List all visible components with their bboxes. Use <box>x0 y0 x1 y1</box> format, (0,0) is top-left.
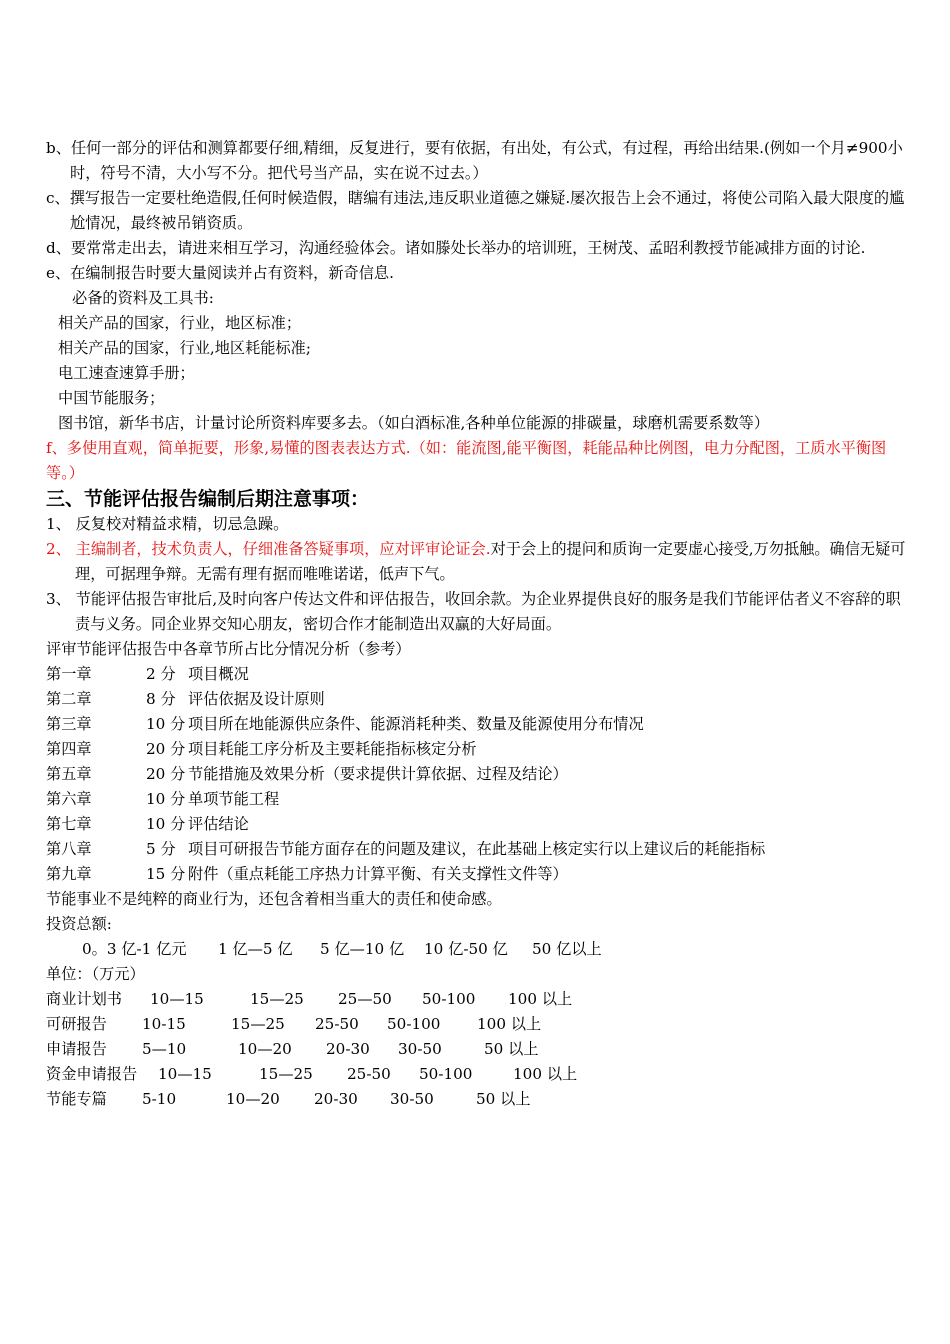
post-item-2 <box>46 537 908 587</box>
fee-table <box>46 987 908 1112</box>
fee-value: 25-50 <box>315 1015 359 1033</box>
fee-row <box>46 987 908 1012</box>
post-item-1: 1、 反复校对精益求精，切忌急躁。 <box>46 515 289 533</box>
chapter-score: 15 分 <box>146 865 186 883</box>
fee-value: 10-15 <box>142 1015 186 1033</box>
fee-value: 10—20 <box>238 1040 292 1058</box>
section-3-heading: 三、节能评估报告编制后期注意事项： <box>46 488 370 510</box>
fee-value: 30-50 <box>398 1040 442 1058</box>
chapter-name: 第七章 <box>46 815 92 833</box>
fee-value: 15—25 <box>259 1065 313 1083</box>
post-item-3: 3、 节能评估报告审批后,及时向客户传达文件和评估报告，收回余款。为企业界提供良好的服务是我们节能评估者义不容辞的职责与义务。同企业界交知心朋友，密切合作才能制造出双赢的大好局面。 <box>46 590 901 633</box>
fee-value: 50-100 <box>419 1065 473 1083</box>
fee-value: 50 以上 <box>484 1040 539 1058</box>
chapter-row <box>46 812 908 837</box>
chapter-content: 附件（重点耗能工序热力计算平衡、有关支撑性文件等） <box>188 865 568 883</box>
fee-value: 15—25 <box>250 990 304 1008</box>
fee-row-name: 申请报告 <box>46 1040 107 1058</box>
fee-row <box>46 1012 908 1037</box>
chapter-row <box>46 737 908 762</box>
chapter-name: 第五章 <box>46 765 92 783</box>
fee-value: 10—15 <box>150 990 204 1008</box>
score-table <box>46 662 908 887</box>
fee-row <box>46 1037 908 1062</box>
fee-value: 100 以上 <box>513 1065 578 1083</box>
chapter-score: 10 分 <box>146 790 186 808</box>
chapter-row <box>46 762 908 787</box>
unit-label: 单位：（万元） <box>46 965 145 983</box>
fee-row-name: 商业计划书 <box>46 990 122 1008</box>
investment-range: 10 亿-50 亿 <box>424 940 508 958</box>
chapter-row <box>46 862 908 887</box>
chapter-name: 第八章 <box>46 840 92 858</box>
fee-value: 30-50 <box>390 1090 434 1108</box>
investment-ranges <box>46 937 908 962</box>
fee-value: 25—50 <box>338 990 392 1008</box>
investment-range: 0。3 亿-1 亿元 <box>82 940 187 958</box>
fee-value: 20-30 <box>326 1040 370 1058</box>
tool-item: 图书馆，新华书店，计量讨论所资料库要多去。（如白酒标准,各种单位能源的排碳量，球磨机需要系数等） <box>58 414 770 432</box>
chapter-score: 2 分 <box>146 665 176 683</box>
fee-value: 100 以上 <box>477 1015 542 1033</box>
chapter-name: 第一章 <box>46 665 92 683</box>
chapter-score: 10 分 <box>146 715 186 733</box>
item-c: c、撰写报告一定要杜绝造假,任何时候造假，瞎编有违法,违反职业道德之嫌疑.屡次报告上会不通过，将使公司陷入最大限度的尴尬情况，最终被吊销资质。 <box>46 189 905 232</box>
chapter-name: 第六章 <box>46 790 92 808</box>
chapter-content: 节能措施及效果分析（要求提供计算依据、过程及结论） <box>188 765 568 783</box>
fee-row-name: 节能专篇 <box>46 1090 107 1108</box>
chapter-name: 第三章 <box>46 715 92 733</box>
fee-value: 20-30 <box>314 1090 358 1108</box>
investment-range: 5 亿—10 亿 <box>320 940 405 958</box>
fee-value: 10—15 <box>158 1065 212 1083</box>
fee-value: 25-50 <box>347 1065 391 1083</box>
chapter-score: 20 分 <box>146 765 186 783</box>
chapter-content: 评估结论 <box>188 815 249 833</box>
fee-value: 50 以上 <box>476 1090 531 1108</box>
chapter-row <box>46 837 908 862</box>
fee-row-name: 资金申请报告 <box>46 1065 138 1083</box>
tool-item: 电工速查速算手册； <box>58 364 195 382</box>
tools-title: 必备的资料及工具书: <box>72 289 214 307</box>
fee-value: 5—10 <box>142 1040 187 1058</box>
fee-row-name: 可研报告 <box>46 1015 107 1033</box>
fee-value: 50-100 <box>387 1015 441 1033</box>
post-item-2-highlight: 2、 主编制者，技术负责人，仔细准备答疑事项，应对评审论证会. <box>46 540 491 558</box>
fee-value: 15—25 <box>231 1015 285 1033</box>
fee-value: 50-100 <box>422 990 476 1008</box>
chapter-row <box>46 687 908 712</box>
item-f: f、多使用直观，简单扼要，形象,易懂的图表表达方式.（如：能流图,能平衡图，耗能品种比例图，电力分配图，工质水平衡图等。） <box>46 439 887 482</box>
chapter-row <box>46 662 908 687</box>
score-table-title: 评审节能评估报告中各章节所占比分情况分析（参考） <box>46 640 411 658</box>
chapter-content: 单项节能工程 <box>188 790 280 808</box>
tool-item: 相关产品的国家，行业，地区标准； <box>58 314 301 332</box>
chapter-score: 20 分 <box>146 740 186 758</box>
chapter-content: 项目耗能工序分析及主要耗能指标核定分析 <box>188 740 477 758</box>
tool-item: 相关产品的国家，行业,地区耗能标准; <box>58 339 311 357</box>
chapter-name: 第九章 <box>46 865 92 883</box>
item-e: e、在编制报告时要大量阅读并占有资料，新奇信息. <box>46 264 394 282</box>
fee-value: 10—20 <box>226 1090 280 1108</box>
chapter-score: 8 分 <box>146 690 176 708</box>
closing-statement: 节能事业不是纯粹的商业行为，还包含着相当重大的责任和使命感。 <box>46 890 502 908</box>
chapter-score: 5 分 <box>146 840 176 858</box>
item-b: b、任何一部分的评估和测算都要仔细,精细，反复进行，要有依据，有出处，有公式，有过程，再给出结果.(例如一个月≠900小时，符号不清，大小写不分。把代号当产品，实在说不过去。） <box>46 139 903 182</box>
chapter-row <box>46 787 908 812</box>
post-item-2-text: 对于会上的提问和质询一定要虚心接受,万勿抵触。确信无疑可理，可据理争辩。无需有理有据而唯唯诺诺，低声下气。 <box>75 540 906 583</box>
document-page <box>46 136 908 1112</box>
investment-label: 投资总额: <box>46 915 112 933</box>
investment-range: 50 亿以上 <box>532 940 602 958</box>
investment-range: 1 亿—5 亿 <box>218 940 293 958</box>
chapter-name: 第二章 <box>46 690 92 708</box>
tool-item: 中国节能服务； <box>58 389 165 407</box>
chapter-row <box>46 712 908 737</box>
chapter-content: 项目所在地能源供应条件、能源消耗种类、数量及能源使用分布情况 <box>188 715 644 733</box>
chapter-name: 第四章 <box>46 740 92 758</box>
fee-value: 5-10 <box>142 1090 177 1108</box>
fee-row <box>46 1062 908 1087</box>
chapter-content: 项目可研报告节能方面存在的问题及建议，在此基础上核定实行以上建议后的耗能指标 <box>188 840 766 858</box>
chapter-content: 项目概况 <box>188 665 249 683</box>
chapter-score: 10 分 <box>146 815 186 833</box>
item-d: d、要常常走出去，请进来相互学习，沟通经验体会。诸如滕处长举办的培训班，王树茂、孟昭利教授节能减排方面的讨论. <box>46 239 866 257</box>
fee-row <box>46 1087 908 1112</box>
fee-value: 100 以上 <box>508 990 573 1008</box>
chapter-content: 评估依据及设计原则 <box>188 690 325 708</box>
